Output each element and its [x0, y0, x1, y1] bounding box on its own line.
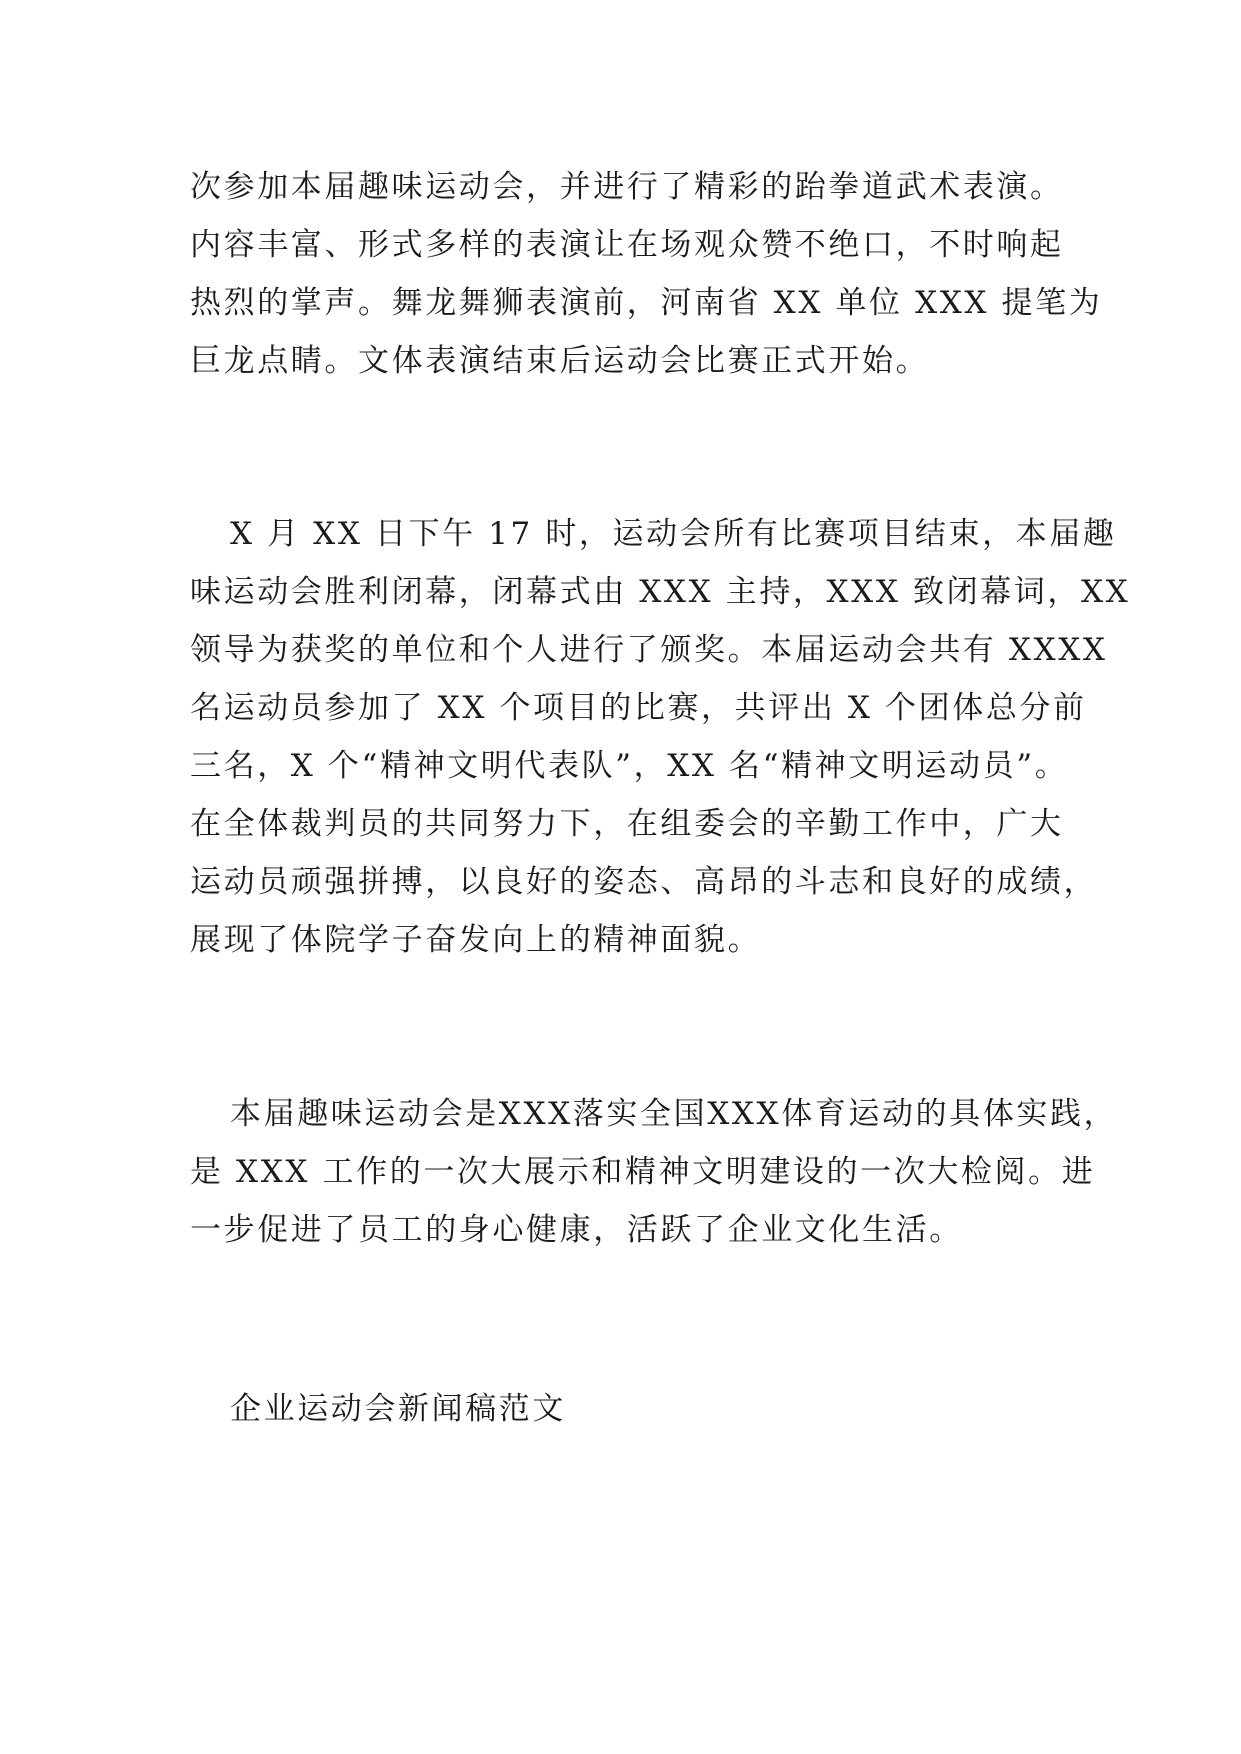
text-line: 展现了体院学子奋发向上的精神面貌。	[190, 922, 762, 958]
text-line: 在全体裁判员的共同努力下，在组委会的辛勤工作中，广大	[190, 806, 1064, 842]
text-line: 本届趣味运动会是XXX落实全国XXX体育运动的具体实践，	[230, 1096, 1118, 1132]
text-line: 运动员顽强拼搏，以良好的姿态、高昂的斗志和良好的成绩，	[190, 864, 1098, 900]
text-line: 名运动员参加了 XX 个项目的比赛，共评出 X 个团体总分前	[190, 690, 1087, 726]
paragraph-significance	[190, 1085, 1118, 1259]
text-line: 一步促进了员工的身心健康，活跃了企业文化生活。	[190, 1212, 963, 1248]
text-line: 领导为获奖的单位和个人进行了颁奖。本届运动会共有 XXXX	[190, 632, 1108, 668]
paragraph-opening-performance	[190, 158, 1103, 390]
text-line: X 月 XX 日下午 17 时，运动会所有比赛项目结束，本届趣	[230, 516, 1117, 552]
text-line: 巨龙点睛。文体表演结束后运动会比赛正式开始。	[190, 343, 930, 379]
paragraph-closing-ceremony	[190, 505, 1131, 969]
heading-text: 企业运动会新闻稿范文	[230, 1391, 566, 1427]
text-line: 是 XXX 工作的一次大展示和精神文明建设的一次大检阅。进	[190, 1154, 1096, 1190]
text-line: 热烈的掌声。舞龙舞狮表演前，河南省 XX 单位 XXX 提笔为	[190, 285, 1103, 321]
text-line: 三名，X 个“精神文明代表队”，XX 名“精神文明运动员”。	[190, 748, 1069, 784]
text-line: 内容丰富、形式多样的表演让在场观众赞不绝口，不时响起	[190, 227, 1064, 263]
text-line: 味运动会胜利闭幕，闭幕式由 XXX 主持，XXX 致闭幕词，XX	[190, 574, 1131, 610]
section-heading	[190, 1380, 1070, 1438]
text-line: 次参加本届趣味运动会，并进行了精彩的跆拳道武术表演。	[190, 169, 1064, 205]
